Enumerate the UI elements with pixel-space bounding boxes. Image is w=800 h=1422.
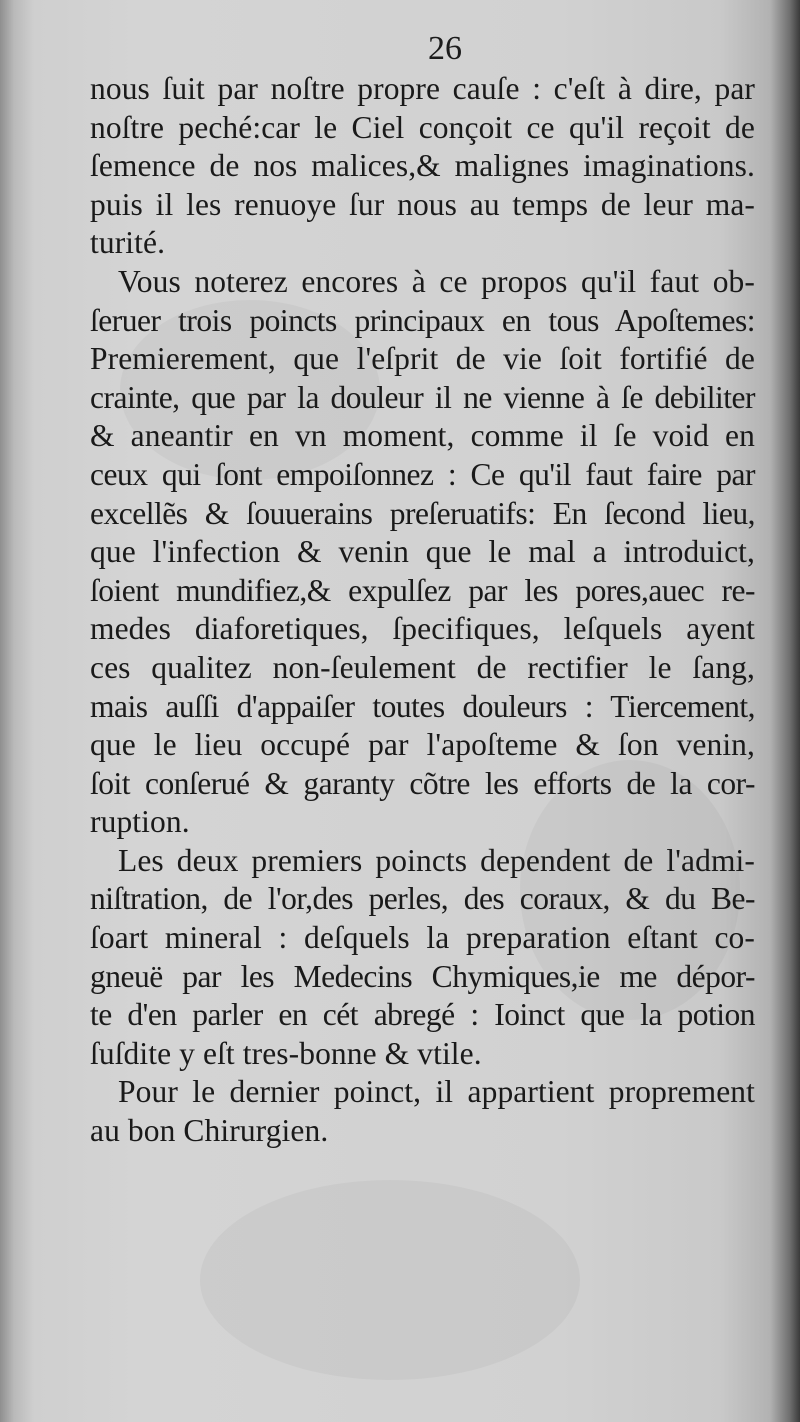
- text-line: mais auſſi d'appaiſer toutes douleurs : Tiercement,: [90, 688, 755, 724]
- text-line: te d'en parler en cét abregé : Ioinct que la potion: [90, 997, 755, 1033]
- text-line: noſtre peché:car le Ciel conçoit ce qu'il reçoit de: [90, 109, 755, 145]
- text-line: ceux qui ſont empoiſonnez : Ce qu'il faut faire par: [90, 456, 755, 492]
- body-text: [90, 70, 755, 1151]
- text-line: excellẽs & ſouuerains preſeruatifs: En ſecond lieu,: [90, 495, 755, 531]
- text-line: ſoart mineral : deſquels la preparation eſtant co-: [90, 920, 755, 956]
- text-line: que le lieu occupé par l'apoſteme & ſon venin,: [90, 727, 755, 763]
- text-line: ces qualitez non-ſeulement de rectifier le ſang,: [90, 649, 755, 685]
- text-line: gneuë par les Medecins Chymiques,ie me dépor-: [90, 958, 755, 994]
- text-line: crainte, que par la douleur il ne vienne à ſe debiliter: [90, 379, 755, 415]
- text-line: au bon Chirurgien.: [90, 1113, 329, 1149]
- text-line: ſoit conſerué & garanty cõtre les efforts de la cor-: [90, 765, 755, 801]
- text-line: Pour le dernier poinct, il appartient proprement: [118, 1074, 755, 1110]
- text-line: nous ſuit par noſtre propre cauſe : c'eſt à dire, par: [90, 71, 755, 106]
- text-line: niſtration, de l'or,des perles, des coraux, & du Be-: [90, 881, 755, 917]
- text-line: medes diaforetiques, ſpecifiques, leſquels ayent: [90, 611, 755, 647]
- text-line: ſoient mundifiez,& expulſez par les pores,auec re-: [90, 572, 755, 608]
- page-number: 26: [428, 30, 462, 67]
- text-line: puis il les renuoye ſur nous au temps de leur ma-: [90, 186, 755, 222]
- text-line: ruption.: [90, 804, 190, 840]
- text-line: turité.: [90, 225, 166, 261]
- text-line: ſuſdite y eſt tres-bonne & vtile.: [90, 1035, 482, 1071]
- text-line: que l'infection & venin que le mal a introduict,: [90, 534, 755, 570]
- paper-stain: [200, 1180, 580, 1380]
- text-line: Premierement, que l'eſprit de vie ſoit fortifié de: [90, 341, 755, 377]
- text-line: & aneantir en vn moment, comme il ſe void en: [90, 418, 755, 454]
- text-line: Les deux premiers poincts dependent de l'admi-: [118, 842, 755, 878]
- text-line: ſeruer trois poincts principaux en tous Apoſtemes:: [90, 302, 755, 338]
- text-line: ſemence de nos malices,& malignes imaginations.: [90, 148, 755, 184]
- text-line: Vous noterez encores à ce propos qu'il faut ob-: [118, 263, 755, 299]
